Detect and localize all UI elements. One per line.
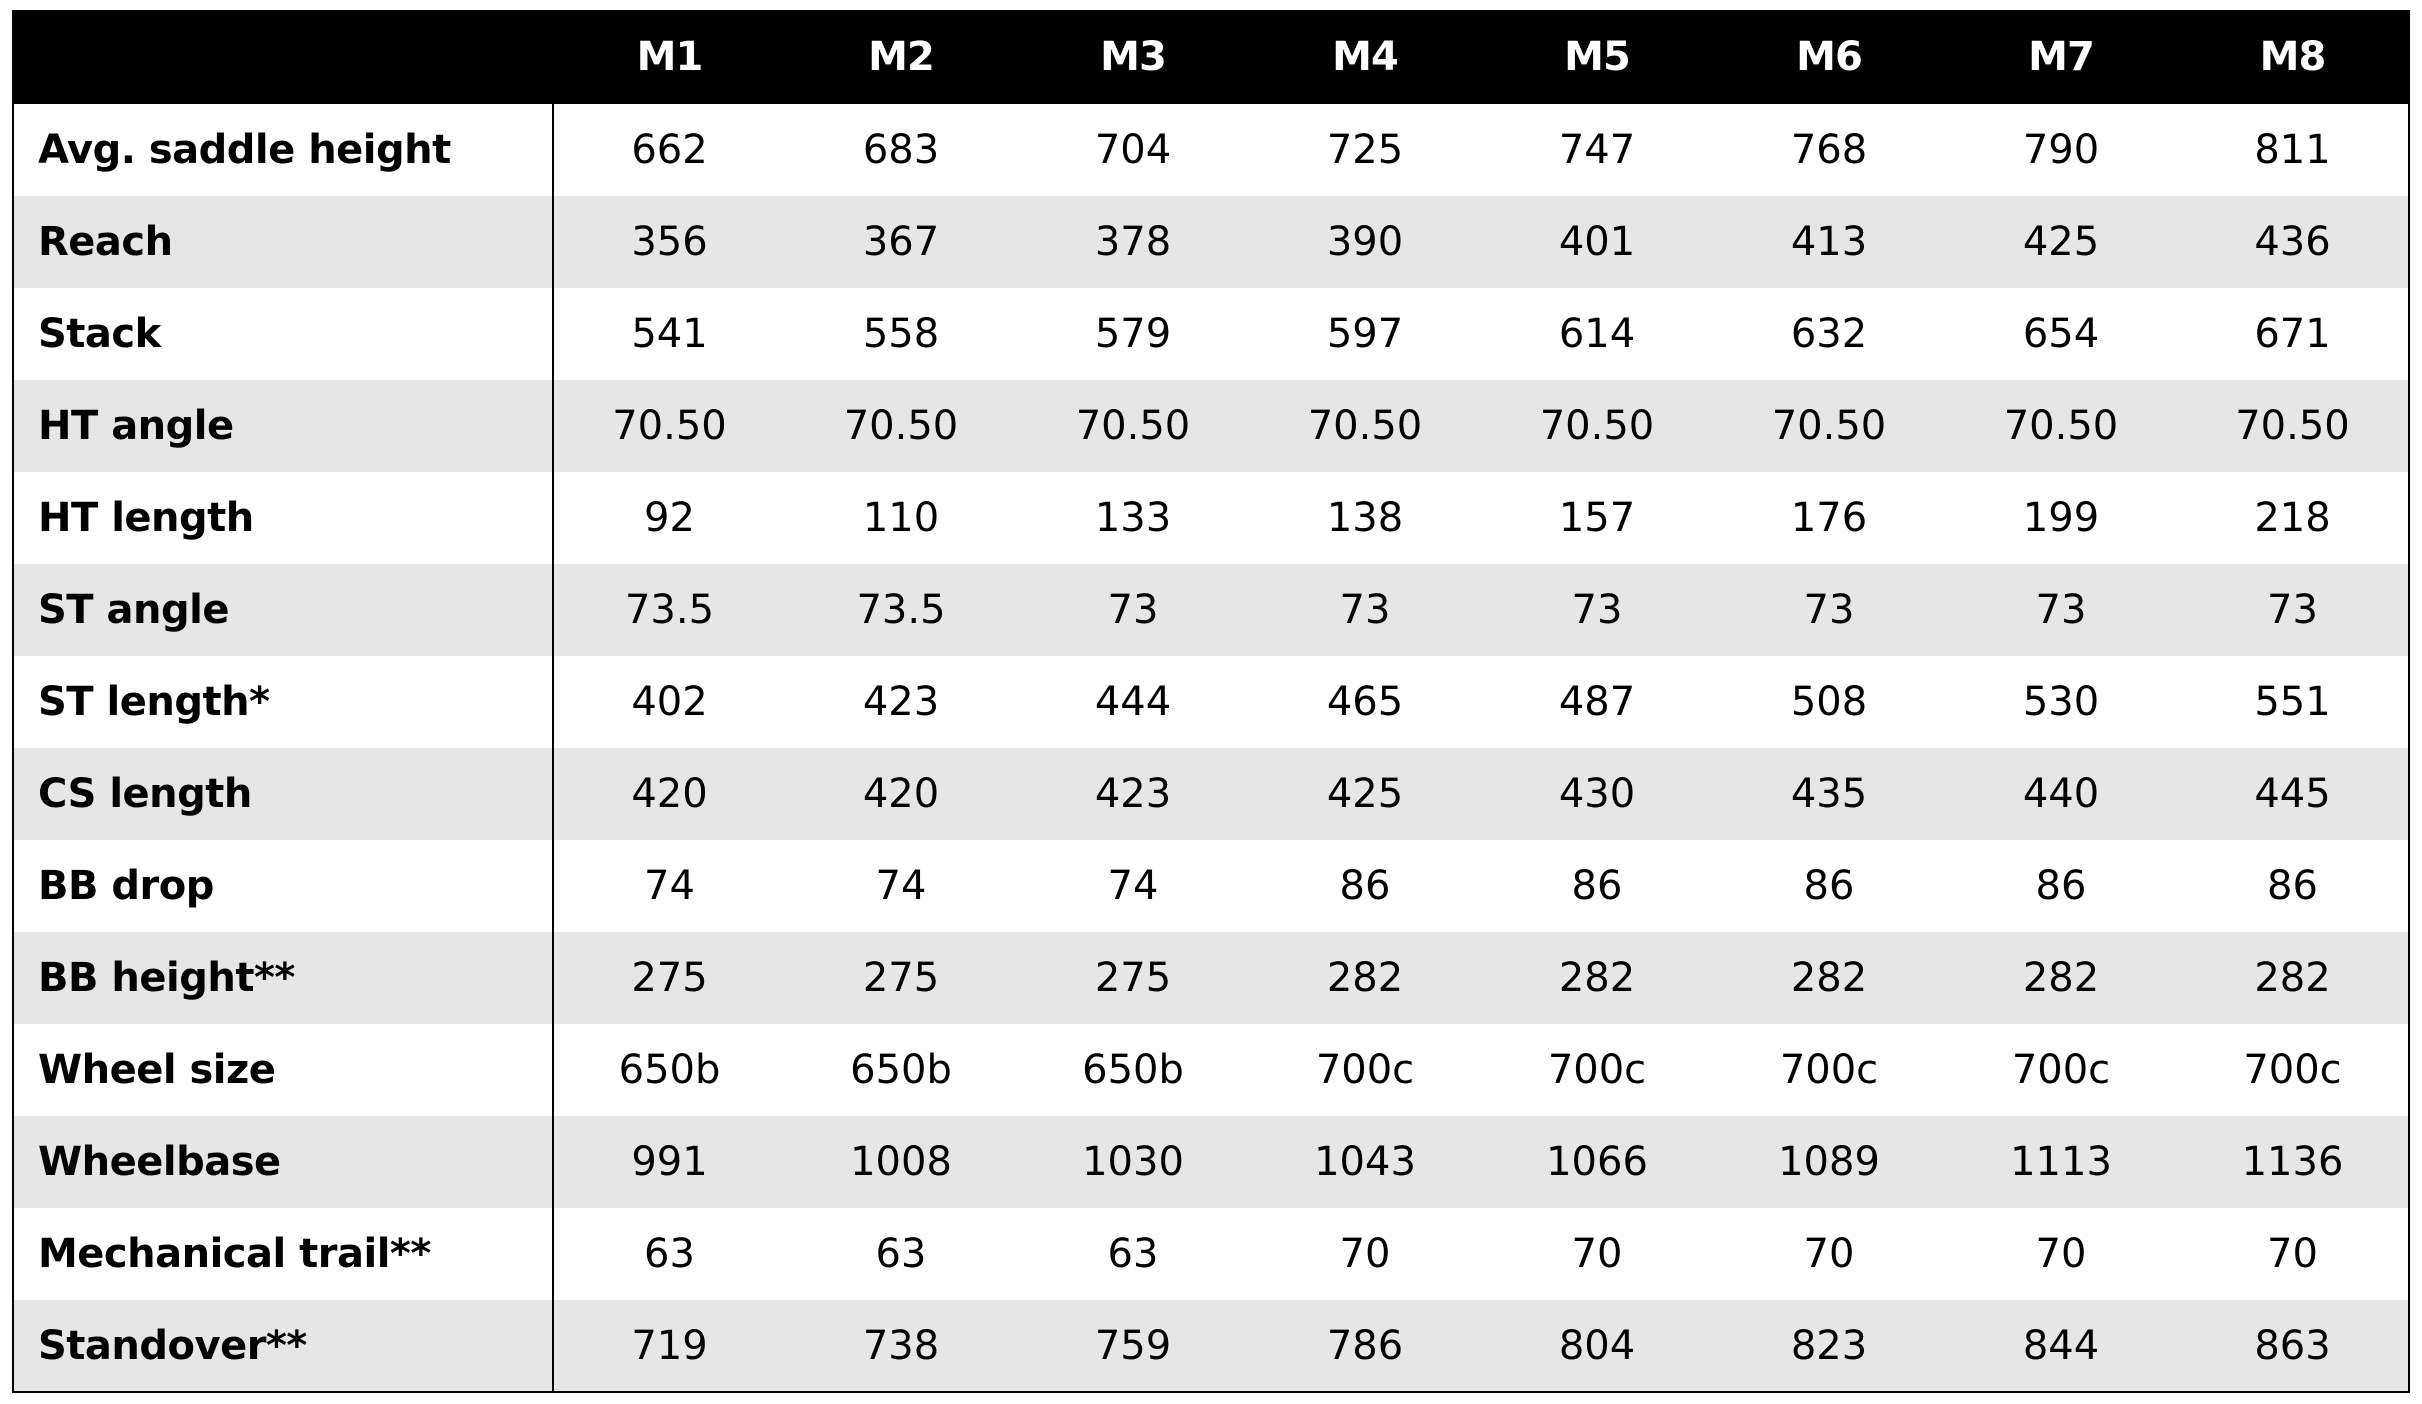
table-cell: 530 <box>2022 679 2100 725</box>
table-row <box>13 380 2409 472</box>
table-cell: 1043 <box>1314 1139 1416 1185</box>
table-cell: 444 <box>1094 679 1172 725</box>
table-cell: 390 <box>1326 219 1404 265</box>
table-cell: 632 <box>1790 311 1868 357</box>
table-cell: 73 <box>2267 587 2318 633</box>
row-label: Avg. saddle height <box>13 104 553 196</box>
table-cell: 401 <box>1558 219 1636 265</box>
table-cell: 759 <box>1094 1322 1172 1369</box>
table-cell: 436 <box>2254 219 2331 265</box>
table-cell: 282 <box>1326 955 1404 1001</box>
table-cell: 558 <box>862 311 940 357</box>
table-cell: 700c <box>2243 1047 2342 1093</box>
table-cell: 63 <box>875 1231 927 1277</box>
table-cell: 73.5 <box>624 587 715 633</box>
table-cell: 73.5 <box>856 587 946 633</box>
row-label: Wheel size <box>13 1024 553 1116</box>
table-cell: 70 <box>1571 1231 1623 1277</box>
table-cell: 597 <box>1326 311 1404 357</box>
table-cell: 747 <box>1558 127 1636 173</box>
table-cell: 133 <box>1094 495 1172 541</box>
column-header-m7: M7 <box>2028 34 2094 80</box>
table-cell: 70.50 <box>1539 403 1655 449</box>
table-cell: 654 <box>2022 311 2100 357</box>
table-row <box>13 288 2409 380</box>
table-cell: 700c <box>1315 1047 1415 1093</box>
table-cell: 275 <box>631 955 708 1001</box>
table-cell: 738 <box>862 1322 940 1369</box>
column-header-m4: M4 <box>1332 34 1398 80</box>
table-cell: 1136 <box>2241 1139 2344 1185</box>
column-header-m8: M8 <box>2259 34 2326 80</box>
table-cell: 719 <box>631 1322 708 1369</box>
table-cell: 650b <box>850 1047 952 1093</box>
table-cell: 811 <box>2254 127 2331 173</box>
table-row <box>13 1208 2409 1300</box>
row-label: Standover** <box>13 1300 553 1392</box>
table-cell: 863 <box>2254 1322 2331 1369</box>
table-cell: 275 <box>862 955 940 1001</box>
table-cell: 282 <box>2022 955 2100 1001</box>
table-header <box>13 10 2409 104</box>
table-cell: 74 <box>875 863 927 909</box>
table-cell: 199 <box>2022 495 2100 541</box>
table-cell: 1030 <box>1082 1139 1184 1185</box>
table-cell: 425 <box>2022 219 2100 265</box>
table-cell: 650b <box>1082 1047 1184 1093</box>
table-cell: 70 <box>2035 1231 2087 1277</box>
row-label: HT length <box>13 472 553 564</box>
table-cell: 86 <box>2267 863 2318 909</box>
table-cell: 420 <box>862 771 940 817</box>
table-cell: 671 <box>2254 311 2331 357</box>
table-cell: 541 <box>631 311 708 357</box>
table-cell: 73 <box>1571 587 1623 633</box>
table-cell: 138 <box>1326 495 1404 541</box>
table-row <box>13 840 2409 932</box>
table-cell: 70 <box>2267 1231 2318 1277</box>
row-label: Wheelbase <box>13 1116 553 1208</box>
table-cell: 700c <box>2011 1047 2111 1093</box>
column-header-m5: M5 <box>1564 34 1630 80</box>
table-cell: 683 <box>862 127 940 173</box>
table-cell: 423 <box>862 679 940 725</box>
column-header-m1: M1 <box>636 34 703 80</box>
table-row <box>13 748 2409 840</box>
table-cell: 73 <box>1339 587 1391 633</box>
table-cell: 804 <box>1558 1322 1636 1369</box>
table-cell: 487 <box>1558 679 1636 725</box>
table-cell: 704 <box>1094 127 1172 173</box>
table-cell: 176 <box>1790 495 1868 541</box>
table-cell: 70.50 <box>843 403 959 449</box>
table-cell: 70.50 <box>1307 403 1423 449</box>
table-cell: 430 <box>1558 771 1636 817</box>
table-cell: 86 <box>1803 863 1855 909</box>
row-label: HT angle <box>13 380 553 472</box>
table-cell: 440 <box>2022 771 2100 817</box>
table-cell: 991 <box>631 1139 708 1185</box>
table-cell: 551 <box>2254 679 2331 725</box>
table-cell: 768 <box>1790 127 1868 173</box>
table-row <box>13 564 2409 656</box>
table-cell: 86 <box>2035 863 2087 909</box>
table-cell: 420 <box>631 771 708 817</box>
table-cell: 63 <box>644 1231 695 1277</box>
table-row <box>13 1300 2409 1392</box>
table-cell: 1089 <box>1778 1139 1880 1185</box>
table-cell: 786 <box>1326 1322 1404 1369</box>
row-label: Reach <box>13 196 553 288</box>
table-cell: 70 <box>1339 1231 1391 1277</box>
table-cell: 378 <box>1094 219 1172 265</box>
table-cell: 74 <box>644 863 695 909</box>
table-cell: 86 <box>1571 863 1623 909</box>
row-label: BB drop <box>13 840 553 932</box>
table-cell: 579 <box>1094 311 1172 357</box>
table-cell: 218 <box>2254 495 2331 541</box>
table-cell: 70.50 <box>1075 403 1191 449</box>
table-cell: 70.50 <box>1771 403 1887 449</box>
table-row <box>13 1116 2409 1208</box>
table-cell: 282 <box>1790 955 1868 1001</box>
table-cell: 63 <box>1107 1231 1159 1277</box>
table-cell: 70.50 <box>2235 403 2350 449</box>
table-cell: 73 <box>1803 587 1855 633</box>
table-cell: 1066 <box>1546 1139 1648 1185</box>
row-label: ST angle <box>13 564 553 656</box>
table-cell: 465 <box>1326 679 1404 725</box>
table-cell: 73 <box>1107 587 1159 633</box>
table-cell: 86 <box>1339 863 1391 909</box>
table-cell: 725 <box>1326 127 1404 173</box>
table-cell: 92 <box>644 495 695 541</box>
table-cell: 700c <box>1547 1047 1647 1093</box>
table-cell: 508 <box>1790 679 1868 725</box>
row-label: Mechanical trail** <box>13 1208 553 1300</box>
row-label: CS length <box>13 748 553 840</box>
table-cell: 73 <box>2035 587 2087 633</box>
table-cell: 445 <box>2254 771 2331 817</box>
table-cell: 823 <box>1790 1322 1868 1369</box>
table-cell: 110 <box>862 495 940 541</box>
header-corner-cell <box>13 10 553 104</box>
table-cell: 356 <box>631 219 708 265</box>
table-row <box>13 1024 2409 1116</box>
table-row <box>13 472 2409 564</box>
table-row <box>13 104 2409 196</box>
table-cell: 435 <box>1790 771 1868 817</box>
table-cell: 790 <box>2022 127 2100 173</box>
table-cell: 423 <box>1094 771 1172 817</box>
table-cell: 700c <box>1779 1047 1879 1093</box>
table-cell: 662 <box>631 127 708 173</box>
column-header-m6: M6 <box>1796 34 1862 80</box>
table-cell: 1008 <box>850 1139 952 1185</box>
table-cell: 157 <box>1558 495 1636 541</box>
row-label: ST length* <box>13 656 553 748</box>
table-cell: 650b <box>618 1047 721 1093</box>
table-cell: 1113 <box>2010 1139 2112 1185</box>
table-cell: 425 <box>1326 771 1404 817</box>
table-cell: 70.50 <box>2003 403 2119 449</box>
table-cell: 282 <box>2254 955 2331 1001</box>
table-cell: 74 <box>1107 863 1159 909</box>
table-cell: 282 <box>1558 955 1636 1001</box>
table-cell: 367 <box>862 219 940 265</box>
column-header-m2: M2 <box>868 34 934 80</box>
table-cell: 70 <box>1803 1231 1855 1277</box>
table-row <box>13 196 2409 288</box>
table-row <box>13 656 2409 748</box>
row-label: BB height** <box>13 932 553 1024</box>
table-cell: 614 <box>1558 311 1636 357</box>
table-cell: 844 <box>2022 1322 2100 1369</box>
table-cell: 275 <box>1094 955 1172 1001</box>
geometry-table <box>12 10 2410 1393</box>
header-row <box>13 10 2409 104</box>
row-label: Stack <box>13 288 553 380</box>
table-row <box>13 932 2409 1024</box>
table-cell: 402 <box>631 679 708 725</box>
table-cell: 70.50 <box>612 403 727 449</box>
table-cell: 413 <box>1790 219 1868 265</box>
column-header-m3: M3 <box>1100 34 1166 80</box>
table-body <box>13 104 2409 1392</box>
